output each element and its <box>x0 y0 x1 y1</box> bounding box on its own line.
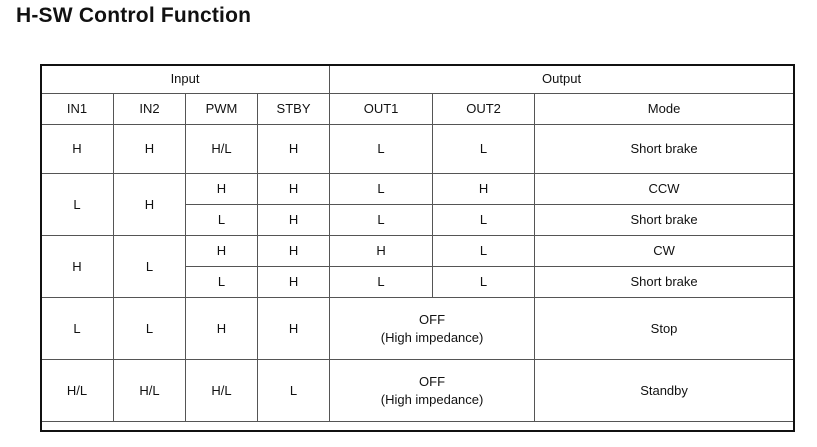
cell-pwm: H <box>186 236 258 267</box>
cell-stby: L <box>258 360 330 422</box>
output-state-label: OFF <box>419 311 446 327</box>
cell-out1: L <box>330 267 433 298</box>
column-header-out1: OUT1 <box>330 94 433 125</box>
table-row <box>41 298 794 360</box>
cell-mode: Standby <box>535 360 794 422</box>
cell-in1: H <box>41 125 114 174</box>
cell-out2: H <box>433 174 535 205</box>
cell-output-state <box>330 298 535 360</box>
table-row <box>41 360 794 422</box>
cell-mode: Stop <box>535 298 794 360</box>
group-header-row <box>41 65 794 94</box>
cell-mode: CW <box>535 236 794 267</box>
cell-in2: L <box>114 298 186 360</box>
cell-out1: L <box>330 174 433 205</box>
column-header-pwm: PWM <box>186 94 258 125</box>
cell-stby: H <box>258 298 330 360</box>
cell-in1: H <box>41 236 114 298</box>
column-header-in2: IN2 <box>114 94 186 125</box>
cell-in2: H <box>114 174 186 236</box>
table-row <box>41 125 794 174</box>
control-function-table <box>40 64 794 422</box>
cell-out2: L <box>433 125 535 174</box>
cell-mode: Short brake <box>535 205 794 236</box>
cell-pwm: H <box>186 174 258 205</box>
cell-mode: Short brake <box>535 125 794 174</box>
input-group-header: Input <box>41 65 330 94</box>
column-header-row <box>41 94 794 125</box>
column-header-in1: IN1 <box>41 94 114 125</box>
cell-pwm: H <box>186 298 258 360</box>
column-header-out2: OUT2 <box>433 94 535 125</box>
cell-pwm: L <box>186 267 258 298</box>
cell-in2: L <box>114 236 186 298</box>
cell-in2: H <box>114 125 186 174</box>
cell-out1: L <box>330 125 433 174</box>
cell-out2: L <box>433 205 535 236</box>
output-state-note: (High impedance) <box>380 329 484 345</box>
output-state-note: (High impedance) <box>380 391 484 407</box>
cell-pwm: H/L <box>186 360 258 422</box>
cell-stby: H <box>258 267 330 298</box>
cell-stby: H <box>258 205 330 236</box>
cell-out2: L <box>433 267 535 298</box>
cell-pwm: H/L <box>186 125 258 174</box>
cell-mode: Short brake <box>535 267 794 298</box>
cell-in1: H/L <box>41 360 114 422</box>
cell-out1: L <box>330 205 433 236</box>
table-row <box>41 236 794 267</box>
cell-stby: H <box>258 125 330 174</box>
table-row <box>41 174 794 205</box>
cell-stby: H <box>258 174 330 205</box>
cell-stby: H <box>258 236 330 267</box>
cell-mode: CCW <box>535 174 794 205</box>
cell-out2: L <box>433 236 535 267</box>
cell-in1: L <box>41 174 114 236</box>
output-state-label: OFF <box>419 373 446 389</box>
cell-out1: H <box>330 236 433 267</box>
cell-in2: H/L <box>114 360 186 422</box>
cell-output-state <box>330 360 535 422</box>
column-header-mode: Mode <box>535 94 794 125</box>
cell-in1: L <box>41 298 114 360</box>
cell-pwm: L <box>186 205 258 236</box>
column-header-stby: STBY <box>258 94 330 125</box>
output-group-header: Output <box>330 65 794 94</box>
page-title: H-SW Control Function <box>16 4 252 27</box>
